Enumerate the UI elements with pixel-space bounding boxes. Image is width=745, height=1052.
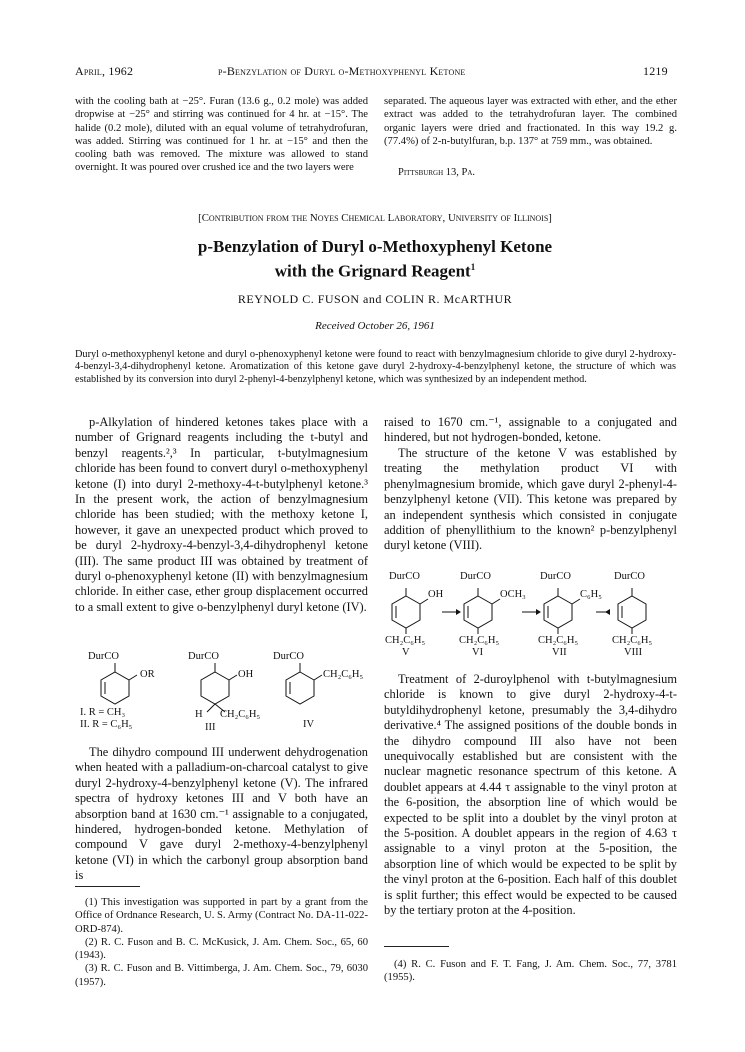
- struct-label-iv: IV: [303, 719, 315, 730]
- struct-v-ch2c6h5: CH₂C₆H₅: [385, 635, 426, 646]
- struct-i-durco: DurCO: [88, 651, 119, 662]
- abstract: Duryl o-methoxyphenyl ketone and duryl o-phenoxyphenyl ketone were found to react with benzylmagnesium chloride to give duryl 2-hydroxy-4-benzyl-3,4-dihydrophenyl ketone. Aromatization of this ketone gave duryl 2-hydroxy-4-benzylphenyl ketone, the structure of which was established by its conversion into duryl 2-phenyl-4-benzylphenyl ketone, which was synthesized by an independent method.: [75, 349, 676, 385]
- struct-vi-och3: OCH₃: [500, 589, 526, 600]
- right-para-1: raised to 1670 cm.⁻¹, assignable to a conjugated and hindered, but not hydrogen-bonded, ketone.: [384, 415, 677, 445]
- struct-label-ii: II. R = C₆H₅: [80, 719, 133, 730]
- struct-v-oh: OH: [428, 589, 444, 600]
- struct-vii-durco: DurCO: [540, 571, 571, 582]
- left-para-2: The dihydro compound III underwent dehydrogenation when heated with a palladium-on-charcoal catalyst to give duryl 2-hydroxy-4-benzylphenyl ketone (V). The infrared spectra of hydroxy ketones III and V both have an absorption band at 1630 cm.⁻¹ assignable to a conjugated, hindered, hydrogen-bonded ketone. Methylation of compound V gave duryl 2-methoxy-4-benzylphenyl ketone (VI) in which the carbonyl group absorption band is: [75, 745, 368, 883]
- article-title-line1: p-Benzylation of Duryl o-Methoxyphenyl Ketone: [197, 237, 553, 256]
- struct-viii-durco: DurCO: [614, 571, 645, 582]
- received-date: Received October 26, 1961: [315, 320, 435, 332]
- right-para-3: Treatment of 2-duroylphenol with t-butylmagnesium chloride is known to give duryl 2-hydroxy-4-t-butyldihydrophenyl ketone, presumably the 3,4-dihydro derivative.⁴ The assigned positions of the double bonds in the dihydro compound III also have not been unequivocally established but are consistent with the nuclear magnetic resonance spectrum of this ketone. A doublet appears at 4.44 τ assignable to the vinyl proton at the 6-position, the absorption line of which would be expected to be split into a doublet by the vinyl proton at the 5-position. A doublet appears in the region of 4.63 τ assignable to a vinyl proton at the 5-position, the absorption line of which would be expected to be split by the vinyl proton at the 6-position. Each half of this doublet is split further; this effect would be expected to be caused by the tertiary proton at the 4-position.: [384, 672, 677, 918]
- footnote-2: (2) R. C. Fuson and B. C. McKusick, J. Am. Chem. Soc., 65, 60 (1943).: [75, 936, 368, 962]
- prev-article-location: Pittsburgh 13, Pa.: [398, 167, 476, 178]
- struct-vii-ch2c6h5: CH₂C₆H₅: [538, 635, 579, 646]
- running-header-title: p-Benzylation of Duryl o-Methoxyphenyl Ketone: [218, 64, 466, 78]
- left-para-1: p-Alkylation of hindered ketones takes place with a number of Grignard reagents including the t-butyl and benzyl reagents.²,³ In particular, t-butylmagnesium chloride has been found to convert duryl o-methoxyphenyl ketone (I) into duryl 2-methoxy-4-t-butylphenyl ketone.³ In the present work, the action of benzylmagnesium chloride has been studied; with the methoxy ketone I, however, it gave an unexpected product which proved to be duryl 2-hydroxy-4-benzyl-3,4-dihydrophenyl ketone (III). The same product III was obtained by treatment of duryl o-phenoxyphenyl ketone (II) with benzylmagnesium chloride. In either case, ether group displacement occurred to a small extent to give o-benzylphenyl duryl ketone (IV).: [75, 415, 368, 614]
- struct-v-durco: DurCO: [389, 571, 420, 582]
- struct-i-or: OR: [140, 669, 155, 680]
- struct-label-vi: VI: [472, 647, 484, 658]
- struct-iv-ch2c6h5: CH₂C₆H₅: [323, 669, 364, 680]
- struct-vi-ch2c6h5: CH₂C₆H₅: [459, 635, 500, 646]
- footnote-3: (3) R. C. Fuson and B. Vittimberga, J. Am. Chem. Soc., 79, 6030 (1957).: [75, 963, 368, 988]
- struct-label-i: I. R = CH₃: [80, 707, 126, 718]
- struct-iii-oh: OH: [238, 669, 254, 680]
- article-title: [75, 236, 675, 282]
- struct-iii-ch2c6h5: CH₂C₆H₅: [220, 709, 261, 720]
- struct-label-iii: III: [205, 722, 216, 733]
- page-number: 1219: [643, 64, 668, 78]
- footnote-rule-left: [75, 886, 140, 887]
- footnote-4: (4) R. C. Fuson and F. T. Fang, J. Am. Chem. Soc., 77, 3781 (1955).: [384, 959, 677, 984]
- struct-vi-durco: DurCO: [460, 571, 491, 582]
- footnote-1: (1) This investigation was supported in part by a grant from the Office of Ordnance Research, U. S. Army (Contract No. DA-11-022-ORD-874).: [75, 897, 368, 935]
- struct-iii-durco: DurCO: [188, 651, 219, 662]
- struct-viii-ch2c6h5: CH₂C₆H₅: [612, 635, 653, 646]
- contribution-line: [Contribution from the Noyes Chemical Laboratory, University of Illinois]: [198, 212, 552, 224]
- struct-label-vii: VII: [552, 647, 567, 658]
- article-title-line2: with the Grignard Reagent$^1$: [274, 261, 476, 281]
- struct-vii-c6h5: C₆H₅: [580, 589, 602, 600]
- authors: REYNOLD C. FUSON and COLIN R. McARTHUR: [237, 292, 513, 306]
- struct-iv-durco: DurCO: [273, 651, 304, 662]
- running-header-date: April, 1962: [75, 64, 134, 78]
- footnotes-left: [75, 896, 368, 989]
- right-para-2: The structure of the ketone V was established by treating the methylation product VI with phenylmagnesium bromide, which gave duryl 2-phenyl-4-benzylphenyl ketone (VII). This ketone was prepared by an independent synthesis which consisted in conjugate addition of phenyllithium to the known² p-benzylphenyl duryl ketone (VIII).: [384, 446, 677, 553]
- struct-label-v: V: [402, 647, 410, 658]
- prev-article-right-text: separated. The aqueous layer was extracted with ether, and the ether extract was added to the tetrahydrofuran layer. The combined organic layers were dried and fractionated. In this way 19.2 g. (77.4%) of 2-n-butylfuran, b.p. 137° at 759 mm., was obtained.: [384, 96, 677, 147]
- prev-article-left-text: with the cooling bath at −25°. Furan (13.6 g., 0.2 mole) was added dropwise at −25° and stirring was continued for 4 hr. at −15°. The halide (0.2 mole), diluted with an equal volume of tetrahydrofuran, was added. Stirring was continued for 1 hr. at −15° and then the cooling bath was removed. The mixture was allowed to stand overnight. It was poured over crushed ice and the two layers were: [75, 96, 368, 174]
- struct-label-viii: VIII: [624, 647, 643, 658]
- struct-iii-h: H: [195, 709, 203, 720]
- footnote-rule-right: [384, 946, 449, 947]
